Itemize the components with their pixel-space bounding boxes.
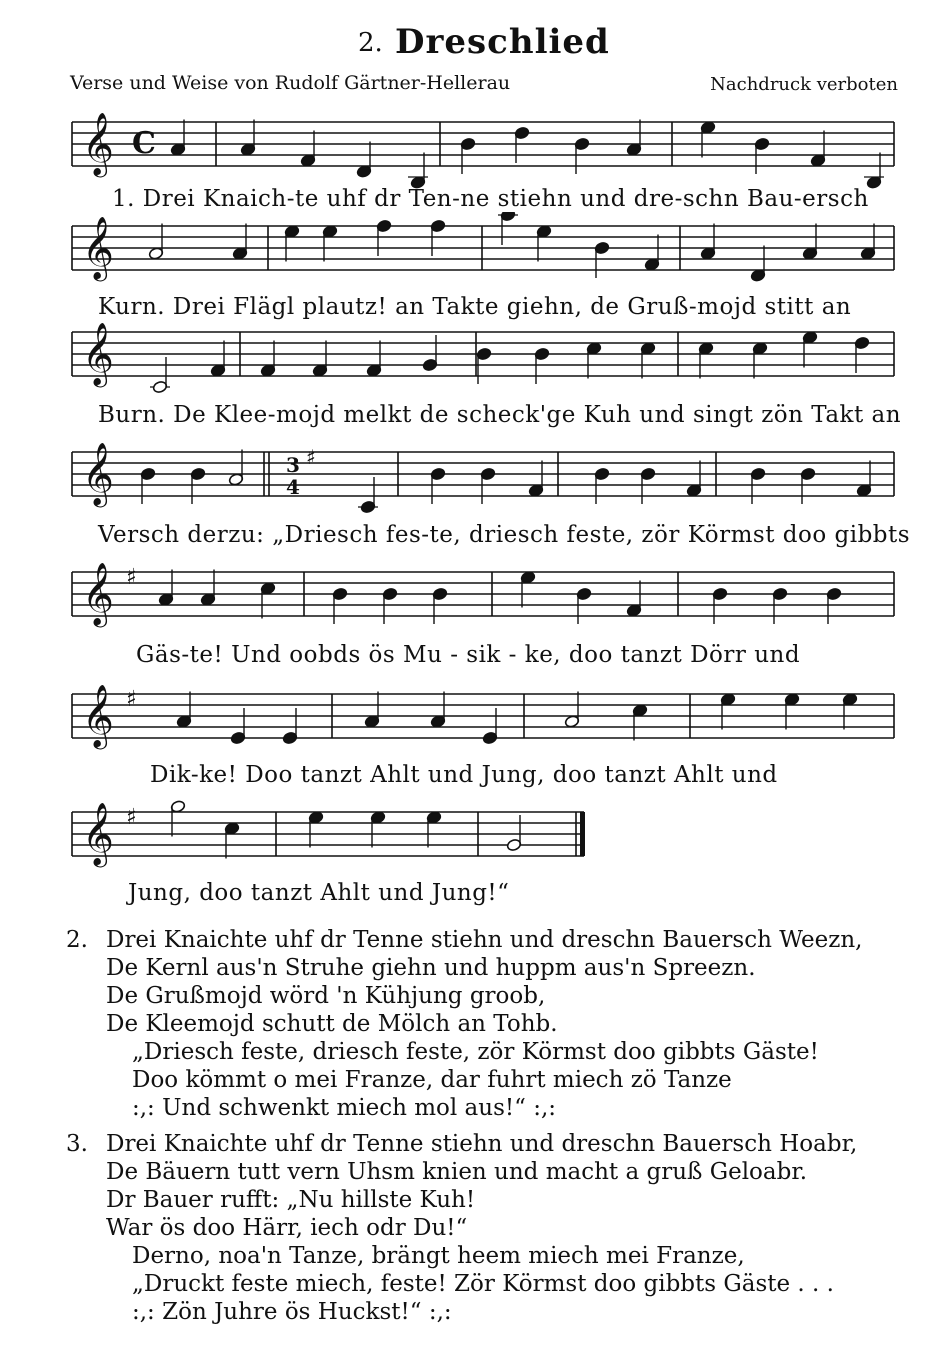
treble-clef-icon: 𝄞 bbox=[82, 216, 114, 279]
staff-system-3 bbox=[64, 318, 904, 402]
verse-line: De Kleemojd schutt de Mölch an Tohb. bbox=[106, 1011, 558, 1037]
verse-line: De Bäuern tutt vern Uhsm knien und macht a gruß Geloabr. bbox=[106, 1159, 808, 1185]
verse-line: :,: Zön Juhre ös Huckst!“ :,: bbox=[132, 1299, 452, 1325]
time-signature: C bbox=[132, 126, 156, 161]
verse-line: „Druckt feste miech, feste! Zör Körmst doo gibbts Gäste . . . bbox=[132, 1271, 834, 1297]
verse-line: :,: Und schwenkt miech mol aus!“ :,: bbox=[132, 1095, 557, 1121]
final-barline bbox=[580, 812, 585, 856]
treble-clef-icon: 𝄞 bbox=[82, 442, 114, 505]
staff-system-5 bbox=[64, 558, 904, 642]
treble-clef-icon: 𝄞 bbox=[82, 562, 114, 625]
author-credit: Verse und Weise von Rudolf Gärtner-Hellerau bbox=[70, 72, 511, 94]
treble-clef-icon: 𝄞 bbox=[82, 802, 114, 865]
staff-system-2 bbox=[64, 212, 904, 296]
verse-line: Drei Knaichte uhf dr Tenne stiehn und dreschn Bauersch Hoabr, bbox=[106, 1131, 858, 1157]
key-sharp-icon: ♯ bbox=[126, 564, 137, 590]
copyright-notice: Nachdruck verboten bbox=[710, 74, 898, 95]
treble-clef-icon: 𝄞 bbox=[82, 112, 114, 175]
staff-system-1 bbox=[64, 108, 904, 192]
key-sharp-icon: ♯ bbox=[306, 445, 316, 469]
verse-line: Doo kömmt o mei Franze, dar fuhrt miech zö Tanze bbox=[132, 1067, 732, 1093]
lyric-line-2: Kurn. Drei Flägl plautz! an Takte giehn, de Gruß-mojd stitt an bbox=[98, 294, 852, 320]
time-signature-bottom: 4 bbox=[286, 475, 300, 499]
verse-number: 2. bbox=[66, 927, 88, 953]
song-number: 2. bbox=[358, 28, 383, 58]
lyric-line-4: Versch derzu: „Driesch fes-te, driesch feste, zör Körmst doo gibbts bbox=[98, 522, 911, 548]
lyric-line-1: 1. Drei Knaich-te uhf dr Ten-ne stiehn und dre-schn Bau-ersch bbox=[112, 186, 869, 212]
song-title: Dreschlied bbox=[395, 22, 610, 62]
lyric-line-6: Dik-ke! Doo tanzt Ahlt und Jung, doo tanzt Ahlt und bbox=[150, 762, 778, 788]
verse-line: Dr Bauer rufft: „Nu hillste Kuh! bbox=[106, 1187, 476, 1213]
verse-line: Drei Knaichte uhf dr Tenne stiehn und dreschn Bauersch Weezn, bbox=[106, 927, 863, 953]
lyric-line-3: Burn. De Klee-mojd melkt de scheck'ge Kuh und singt zön Takt an bbox=[98, 402, 902, 428]
treble-clef-icon: 𝄞 bbox=[82, 322, 114, 385]
time-signature-top: 3 bbox=[286, 453, 300, 477]
verse-number: 3. bbox=[66, 1131, 88, 1157]
verse-3 bbox=[66, 1130, 906, 1340]
verse-line: War ös doo Härr, iech odr Du!“ bbox=[106, 1215, 468, 1241]
staff-system-4 bbox=[64, 438, 904, 522]
verse-line: Derno, noa'n Tanze, brängt heem miech mei Franze, bbox=[132, 1243, 745, 1269]
treble-clef-icon: 𝄞 bbox=[82, 684, 114, 747]
key-sharp-icon: ♯ bbox=[126, 686, 137, 712]
staff-system-6 bbox=[64, 680, 904, 764]
verse-line: De Kernl aus'n Struhe giehn und huppm aus'n Spreezn. bbox=[106, 955, 756, 981]
lyric-line-7: Jung, doo tanzt Ahlt und Jung!“ bbox=[128, 880, 510, 906]
staff-system-7 bbox=[64, 798, 594, 882]
key-sharp-icon: ♯ bbox=[126, 804, 137, 830]
lyric-line-5: Gäs-te! Und oobds ös Mu - sik - ke, doo tanzt Dörr und bbox=[136, 642, 801, 668]
verse-2 bbox=[66, 926, 906, 1136]
verse-line: De Grußmojd wörd 'n Kühjung groob, bbox=[106, 983, 546, 1009]
verse-line: „Driesch feste, driesch feste, zör Körmst doo gibbts Gäste! bbox=[132, 1039, 819, 1065]
